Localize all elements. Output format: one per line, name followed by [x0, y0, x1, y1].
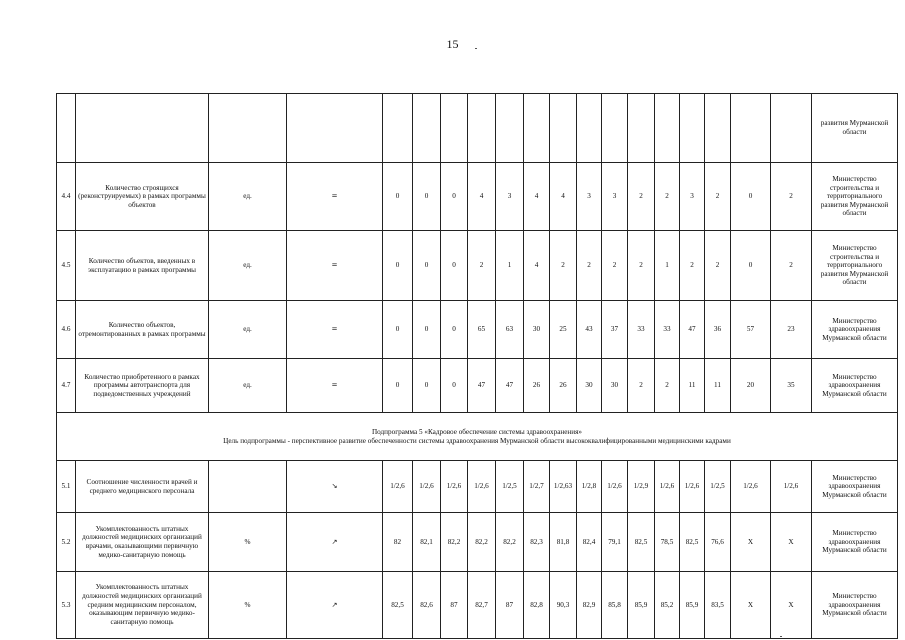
value-cell: 0 — [413, 359, 441, 413]
value-cell — [731, 94, 771, 163]
value-cell: 37 — [602, 301, 628, 359]
trend-cell: = — [287, 163, 383, 231]
value-cell: 2 — [771, 163, 812, 231]
value-cell — [441, 94, 468, 163]
value-cell: 2 — [602, 231, 628, 301]
value-cell: 4 — [468, 163, 496, 231]
value-cell — [577, 94, 602, 163]
value-cell: 82,3 — [524, 513, 550, 572]
value-cell: 0 — [413, 231, 441, 301]
indicator-name: Количество строящихся (реконструируемых) в рамках программы объектов — [76, 163, 209, 231]
responsible-cell: Министерство здравоохранения Мурманской области — [812, 461, 898, 513]
value-cell: 0 — [413, 163, 441, 231]
value-cell: 0 — [441, 301, 468, 359]
value-cell: 83,5 — [705, 572, 731, 639]
value-cell: 11 — [705, 359, 731, 413]
indicators-table — [56, 93, 898, 639]
value-cell: 1 — [496, 231, 524, 301]
value-cell: 0 — [441, 359, 468, 413]
value-cell: 82,6 — [413, 572, 441, 639]
value-cell: 82,2 — [441, 513, 468, 572]
responsible-cell: Министерство строительства и территориального развития Мурманской области — [812, 163, 898, 231]
value-cell: 0 — [383, 301, 413, 359]
row-number — [57, 94, 76, 163]
indicator-name: Соотношение численности врачей и среднего медицинского персонала — [76, 461, 209, 513]
unit-cell: % — [209, 572, 287, 639]
value-cell: 85,2 — [655, 572, 680, 639]
value-cell: 1/2,6 — [680, 461, 705, 513]
value-cell: 1/2,63 — [550, 461, 577, 513]
value-cell: 1/2,6 — [602, 461, 628, 513]
value-cell: 2 — [705, 231, 731, 301]
value-cell: X — [731, 513, 771, 572]
value-cell: 1/2,6 — [468, 461, 496, 513]
value-cell: 87 — [441, 572, 468, 639]
responsible-cell: Министерство здравоохранения Мурманской области — [812, 513, 898, 572]
value-cell: 1/2,6 — [441, 461, 468, 513]
value-cell: 3 — [496, 163, 524, 231]
value-cell: 25 — [550, 301, 577, 359]
trend-cell: ↗ — [287, 572, 383, 639]
value-cell: 82,7 — [468, 572, 496, 639]
value-cell — [705, 94, 731, 163]
row-number: 5.1 — [57, 461, 76, 513]
value-cell: 2 — [468, 231, 496, 301]
page-number: 15 — [446, 37, 459, 51]
value-cell: 0 — [383, 359, 413, 413]
table-row — [57, 513, 898, 572]
value-cell: X — [731, 572, 771, 639]
value-cell: 2 — [771, 231, 812, 301]
trend-cell: = — [287, 301, 383, 359]
scan-mark — [475, 48, 477, 49]
table-row — [57, 572, 898, 639]
table-row — [57, 231, 898, 301]
value-cell: 4 — [550, 163, 577, 231]
value-cell: 1/2,8 — [577, 461, 602, 513]
value-cell: 1/2,6 — [731, 461, 771, 513]
value-cell: 2 — [705, 163, 731, 231]
value-cell: 57 — [731, 301, 771, 359]
responsible-cell: Министерство здравоохранения Мурманской области — [812, 359, 898, 413]
table-row — [57, 163, 898, 231]
value-cell: 2 — [655, 163, 680, 231]
value-cell: 82,5 — [383, 572, 413, 639]
value-cell: 2 — [577, 231, 602, 301]
value-cell: 3 — [602, 163, 628, 231]
value-cell: X — [771, 572, 812, 639]
value-cell — [524, 94, 550, 163]
value-cell: 82,1 — [413, 513, 441, 572]
value-cell: 0 — [731, 163, 771, 231]
value-cell: 78,5 — [655, 513, 680, 572]
unit-cell: ед. — [209, 231, 287, 301]
trend-cell: ↗ — [287, 513, 383, 572]
value-cell: 81,8 — [550, 513, 577, 572]
table-row — [57, 359, 898, 413]
trend-cell: ↘ — [287, 461, 383, 513]
value-cell: 47 — [468, 359, 496, 413]
responsible-cell: Министерство здравоохранения Мурманской области — [812, 572, 898, 639]
value-cell: 82,8 — [524, 572, 550, 639]
table-row — [57, 301, 898, 359]
value-cell — [771, 94, 812, 163]
value-cell — [496, 94, 524, 163]
subprogram-title: Подпрограмма 5 «Кадровое обеспечение системы здравоохранения» — [371, 427, 583, 436]
value-cell: 82,2 — [468, 513, 496, 572]
value-cell: 2 — [628, 231, 655, 301]
value-cell: 1/2,5 — [705, 461, 731, 513]
table-row — [57, 94, 898, 163]
value-cell: 1/2,5 — [496, 461, 524, 513]
indicator-name: Количество объектов, введенных в эксплуатацию в рамках программы — [76, 231, 209, 301]
value-cell: 82 — [383, 513, 413, 572]
subprogram-goal: Цель подпрограммы - перспективное развитие обеспеченности системы здравоохранения Мурманской области высококвалифицированными медицинскими кадрами — [223, 436, 731, 445]
row-number: 5.3 — [57, 572, 76, 639]
value-cell: 30 — [577, 359, 602, 413]
value-cell: 20 — [731, 359, 771, 413]
value-cell: 2 — [628, 359, 655, 413]
value-cell — [413, 94, 441, 163]
value-cell: 0 — [413, 301, 441, 359]
value-cell: 2 — [550, 231, 577, 301]
value-cell: 87 — [496, 572, 524, 639]
value-cell: 2 — [655, 359, 680, 413]
value-cell — [468, 94, 496, 163]
value-cell: 43 — [577, 301, 602, 359]
row-number: 4.7 — [57, 359, 76, 413]
value-cell: 1/2,6 — [383, 461, 413, 513]
value-cell: 85,8 — [602, 572, 628, 639]
value-cell: 33 — [628, 301, 655, 359]
value-cell: 0 — [731, 231, 771, 301]
value-cell: 26 — [524, 359, 550, 413]
value-cell: 90,3 — [550, 572, 577, 639]
unit-cell: ед. — [209, 301, 287, 359]
value-cell: 1/2,7 — [524, 461, 550, 513]
trend-cell: = — [287, 231, 383, 301]
indicator-name: Количество объектов, отремонтированных в рамках программы — [76, 301, 209, 359]
value-cell: 2 — [628, 163, 655, 231]
indicator-name: Укомплектованность штатных должностей медицинских организаций средним медицинским персоналом, оказывающим первичную медико-санитарную помощь — [76, 572, 209, 639]
value-cell: 33 — [655, 301, 680, 359]
unit-cell — [209, 94, 287, 163]
indicator-name: Количество приобретенного в рамках программы автотранспорта для подведомственных учреждений — [76, 359, 209, 413]
value-cell: 82,9 — [577, 572, 602, 639]
unit-cell: ед. — [209, 359, 287, 413]
row-number: 4.4 — [57, 163, 76, 231]
value-cell: 1/2,6 — [413, 461, 441, 513]
table-row — [57, 461, 898, 513]
row-number: 4.5 — [57, 231, 76, 301]
value-cell: X — [771, 513, 812, 572]
value-cell: 2 — [680, 231, 705, 301]
value-cell: 65 — [468, 301, 496, 359]
value-cell: 35 — [771, 359, 812, 413]
indicator-name: Укомплектованность штатных должностей медицинских организаций врачами, оказывающими первичную медико-санитарную помощь — [76, 513, 209, 572]
value-cell: 0 — [383, 231, 413, 301]
scan-mark — [780, 636, 782, 637]
section-cell — [57, 413, 898, 461]
value-cell: 1/2,6 — [655, 461, 680, 513]
unit-cell: ед. — [209, 163, 287, 231]
value-cell — [655, 94, 680, 163]
value-cell: 85,9 — [680, 572, 705, 639]
trend-cell — [287, 94, 383, 163]
indicator-name — [76, 94, 209, 163]
value-cell: 1/2,6 — [771, 461, 812, 513]
value-cell: 11 — [680, 359, 705, 413]
value-cell: 82,5 — [628, 513, 655, 572]
trend-cell: = — [287, 359, 383, 413]
value-cell: 3 — [577, 163, 602, 231]
value-cell: 47 — [680, 301, 705, 359]
value-cell: 1/2,9 — [628, 461, 655, 513]
responsible-cell: развития Мурманской области — [812, 94, 898, 163]
value-cell: 82,2 — [496, 513, 524, 572]
value-cell: 0 — [441, 231, 468, 301]
value-cell: 82,5 — [680, 513, 705, 572]
value-cell — [628, 94, 655, 163]
responsible-cell: Министерство здравоохранения Мурманской области — [812, 301, 898, 359]
value-cell — [602, 94, 628, 163]
value-cell: 3 — [680, 163, 705, 231]
unit-cell: % — [209, 513, 287, 572]
value-cell: 76,6 — [705, 513, 731, 572]
value-cell: 4 — [524, 231, 550, 301]
value-cell: 26 — [550, 359, 577, 413]
value-cell: 0 — [441, 163, 468, 231]
value-cell: 82,4 — [577, 513, 602, 572]
value-cell: 47 — [496, 359, 524, 413]
value-cell: 1 — [655, 231, 680, 301]
responsible-cell: Министерство строительства и территориального развития Мурманской области — [812, 231, 898, 301]
row-number: 4.6 — [57, 301, 76, 359]
row-number: 5.2 — [57, 513, 76, 572]
value-cell: 63 — [496, 301, 524, 359]
value-cell: 85,9 — [628, 572, 655, 639]
value-cell — [680, 94, 705, 163]
value-cell — [550, 94, 577, 163]
value-cell: 36 — [705, 301, 731, 359]
value-cell: 23 — [771, 301, 812, 359]
section-row — [57, 413, 898, 461]
value-cell: 0 — [383, 163, 413, 231]
value-cell: 4 — [524, 163, 550, 231]
value-cell: 79,1 — [602, 513, 628, 572]
unit-cell — [209, 461, 287, 513]
value-cell: 30 — [602, 359, 628, 413]
value-cell: 30 — [524, 301, 550, 359]
value-cell — [383, 94, 413, 163]
